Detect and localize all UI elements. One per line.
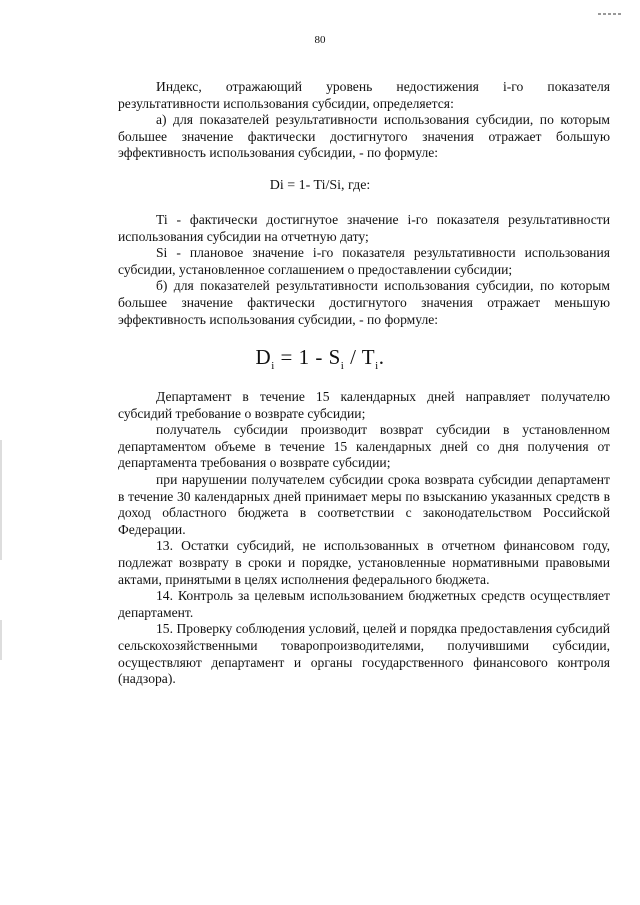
scan-edge-mark: [0, 620, 2, 660]
definition-si: Si - плановое значение i-го показателя результативности использования субсидии, установленное соглашением о предоставлении субсидии;: [118, 245, 610, 277]
block-bottom: [118, 389, 610, 688]
item-a-paragraph: а) для показателей результативности использования субсидии, по которым большее значение фактически достигнутого значения отражает большую эффективность использования субсидии, - по формуле:: [118, 112, 610, 161]
block-top: [118, 79, 610, 162]
formula-1: Di = 1- Ti/Si, где:: [269, 178, 371, 193]
paragraph-14: 14. Контроль за целевым использованием бюджетных средств осуществляет департамент.: [118, 588, 610, 620]
paragraph-recipient-return: получатель субсидии производит возврат субсидии в установленном департаментом объеме в течение 15 календарных дней со дня получения от департамента требования о возврате субсидии;: [118, 422, 610, 471]
definition-ti: Ti - фактически достигнутое значение i-го показателя результативности использования субсидии на отчетную дату;: [118, 212, 610, 244]
intro-paragraph: Индекс, отражающий уровень недостижения i-го показателя результативности использования субсидии, определяется:: [118, 79, 610, 111]
scan-edge-mark: [0, 440, 2, 560]
paragraph-violation: при нарушении получателем субсидии срока возврата субсидии департамент в течение 30 календарных дней принимает меры по взысканию указанных средств в доход областного бюджета в соответствии с законодательством Российской Федерации.: [118, 471, 610, 537]
paragraph-return-demand: Департамент в течение 15 календарных дней направляет получателю субсидий требование о возврате субсидии;: [118, 389, 610, 421]
page-number: 80: [314, 34, 326, 46]
paragraph-15: 15. Проверку соблюдения условий, целей и порядка предоставления субсидий сельскохозяйственными товаропроизводителями, получившими субсидии, осуществляют департамент и органы государственного финансового контроля (надзора).: [118, 621, 610, 687]
paragraph-13: 13. Остатки субсидий, не использованных в отчетном финансовом году, подлежат возврату в сроки и порядке, установленные нормативными правовыми актами, принятыми в целях исполнения федерального бюджета.: [118, 538, 610, 587]
scan-artifact: [598, 2, 638, 5]
item-b-paragraph: б) для показателей результативности использования субсидии, по которым большее значение фактически достигнутого значения отражает меньшую эффективность использования субсидии, - по формуле:: [118, 278, 610, 327]
block-definitions: [118, 212, 610, 328]
formula-2: $D_i = 1 - S_i / T_i$.: [255, 345, 385, 373]
